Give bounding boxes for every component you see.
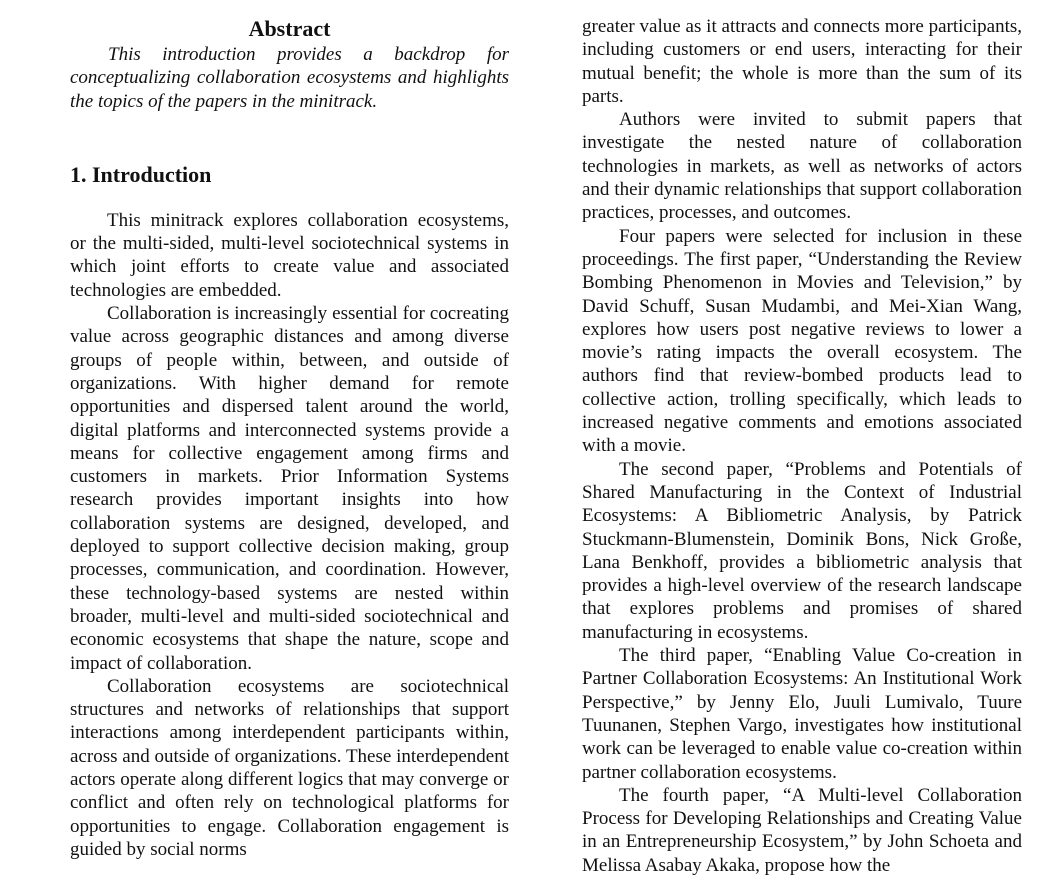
body-paragraph: The second paper, “Problems and Potentials of Shared Manufacturing in the Context of Industrial Ecosystems: A Bibliometric Analysis, by Patrick Stuckmann-Blumenstein, Dominik Bons, Nick Große, Lana Benkhoff, provides a bibliometric analysis that provides a high-level overview of the research landscape that explores problems and promises of shared manufacturing in ecosystems. — [582, 458, 1022, 643]
body-paragraph: Collaboration is increasingly essential for cocreating value across geographic distances and among diverse groups of people within, between, and outside of organizations. With higher demand for remote opportunities and dispersed talent around the world, digital platforms and interconnected systems provide a means for collective engagement among firms and customers in markets. Prior Information Systems research provides important insights into how collaboration systems are designed, developed, and deployed to support collective decision making, group processes, communication, and coordination. However, these technology-based systems are nested within broader, multi-level and multi-sided sociotechnical and economic ecosystems that shape the nature, scope and impact of collaboration. — [70, 303, 509, 674]
left-column — [70, 15, 509, 861]
section-heading-introduction: 1. Introduction — [70, 161, 212, 187]
body-paragraph-continuation: greater value as it attracts and connects more participants, including customers or end users, interacting for their mutual benefit; the whole is more than the sum of its parts. — [582, 16, 1022, 107]
body-paragraph: This minitrack explores collaboration ecosystems, or the multi-sided, multi-level sociotechnical systems in which joint efforts to create value and associated technologies are embedded. — [70, 209, 509, 301]
body-paragraph: Authors were invited to submit papers that investigate the nested nature of collaboration technologies in markets, as well as networks of actors and their dynamic relationships that support collaboration practices, processes, and outcomes. — [582, 109, 1022, 224]
body-paragraph: Collaboration ecosystems are sociotechnical structures and networks of relationships that support interactions among interdependent participants within, across and outside of organizations. These interdependent actors operate along different logics that may converge or conflict and often rely on technological platforms for opportunities to engage. Collaboration engagement is guided by social norms — [70, 675, 509, 860]
body-paragraph: The third paper, “Enabling Value Co-creation in Partner Collaboration Ecosystems: An Institutional Work Perspective,” by Jenny Elo, Juuli Lumivalo, Tuure Tuunanen, Stephen Vargo, investigates how institutional work can be leveraged to enable value co-creation within partner collaboration ecosystems. — [582, 645, 1022, 783]
body-paragraph: Four papers were selected for inclusion in these proceedings. The first paper, “Understanding the Review Bombing Phenomenon in Movies and Television,” by David Schuff, Susan Mudambi, and Mei-Xian Wang, explores how users post negative reviews to lower a movie’s rating impacts the overall ecosystem. The authors find that review-bombed products lead to collective action, trolling specifically, which leads to increased negative comments and emotions associated with a movie. — [582, 225, 1022, 457]
abstract-title: Abstract — [248, 16, 331, 41]
right-column — [582, 15, 1022, 877]
abstract-text: This introduction provides a backdrop for conceptualizing collaboration ecosystems and highlights the topics of the papers in the minitrack. — [70, 44, 509, 112]
body-paragraph: The fourth paper, “A Multi-level Collaboration Process for Developing Relationships and Creating Value in an Entrepreneurship Ecosystem,” by John Schoeta and Melissa Asabay Akaka, propose how the — [582, 784, 1022, 876]
